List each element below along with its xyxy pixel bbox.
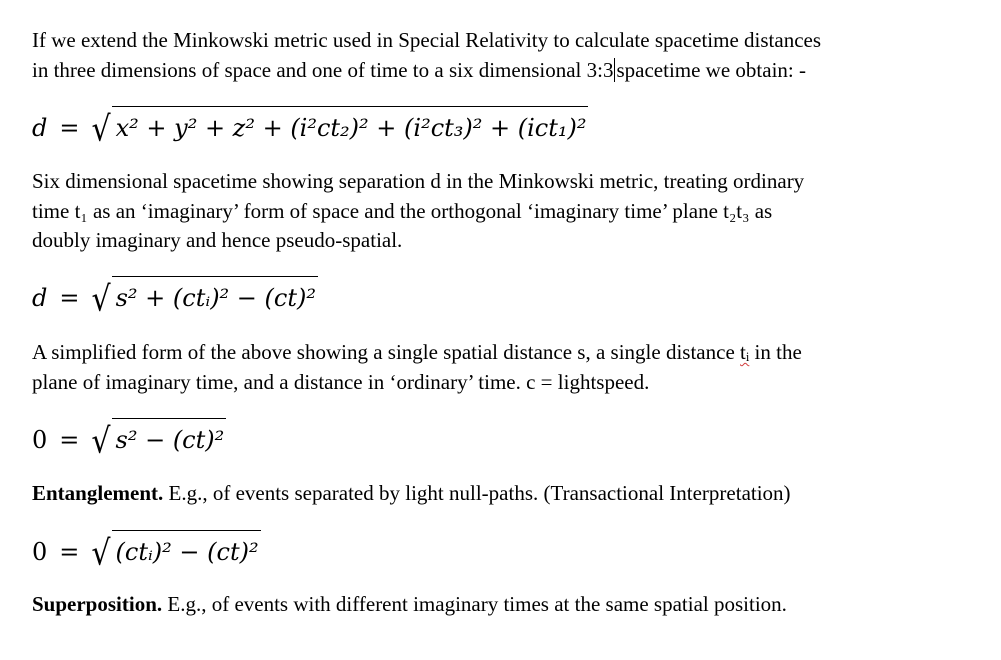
entanglement-heading: Entanglement. xyxy=(32,481,164,505)
equation-entanglement xyxy=(32,418,226,460)
intro-paragraph xyxy=(32,26,821,85)
caption-six-dimensional xyxy=(32,167,804,256)
caption-superposition xyxy=(32,590,787,620)
caption-entanglement xyxy=(32,479,791,509)
square-root-icon: √ xyxy=(91,533,111,574)
intro-line-1: If we extend the Minkowski metric used in Special Relativity to calculate spacetime distances xyxy=(32,28,822,52)
caption-simplified xyxy=(32,338,802,397)
caption-line-3: doubly imaginary and hence pseudo-spatial. xyxy=(32,228,403,252)
caption-line-2: time t₁ as an ‘imaginary’ form of space and the orthogonal ‘imaginary time’ plane t₂t₃ as xyxy=(32,198,773,223)
equation-radicand: (ctᵢ)² − (ct)² xyxy=(112,530,261,572)
caption-line-2: plane of imaginary time, and a distance in ‘ordinary’ time. c = lightspeed. xyxy=(32,369,650,394)
superposition-heading: Superposition. xyxy=(32,592,163,616)
equals-sign: = xyxy=(59,538,80,566)
equation-superposition xyxy=(32,530,261,572)
caption-line-1-start: A simplified form of the above showing a single spatial distance s, a single distance xyxy=(32,340,741,364)
spell-flagged-word: tᵢ xyxy=(740,340,750,364)
equals-sign: = xyxy=(59,426,80,454)
caption-line-1 xyxy=(32,338,802,368)
caption-line-1: Six dimensional spacetime showing separation d in the Minkowski metric, treating ordinary xyxy=(32,169,805,193)
equation-radicand: s² + (ctᵢ)² − (ct)² xyxy=(112,276,318,318)
intro-line-2 xyxy=(32,56,821,86)
superposition-text: E.g., of events with different imaginary times at the same spatial position. xyxy=(162,592,787,616)
equals-sign: = xyxy=(59,114,80,142)
caption-line-1-end: in the xyxy=(749,340,802,364)
entanglement-text: E.g., of events separated by light null-paths. (Transactional Interpretation) xyxy=(163,481,791,505)
equation-lhs: d xyxy=(32,284,48,312)
equation-radicand: x² + y² + z² + (i²ct₂)² + (i²ct₃)² + (ict₁)² xyxy=(112,106,589,148)
equation-six-dimensional-metric xyxy=(32,106,588,148)
square-root-icon: √ xyxy=(91,109,111,150)
equation-simplified-metric xyxy=(32,276,318,318)
equation-lhs: 0 xyxy=(32,538,48,566)
equals-sign: = xyxy=(59,284,80,312)
intro-line-2-tail: spacetime we obtain: - xyxy=(616,57,806,82)
equation-lhs: 0 xyxy=(32,426,48,454)
square-root-icon: √ xyxy=(91,421,111,462)
intro-line-2-text: in three dimensions of space and one of time to a six dimensional 3:3 xyxy=(32,57,614,82)
equation-radicand: s² − (ct)² xyxy=(112,418,227,460)
square-root-icon: √ xyxy=(91,279,111,320)
equation-lhs: d xyxy=(32,114,48,142)
